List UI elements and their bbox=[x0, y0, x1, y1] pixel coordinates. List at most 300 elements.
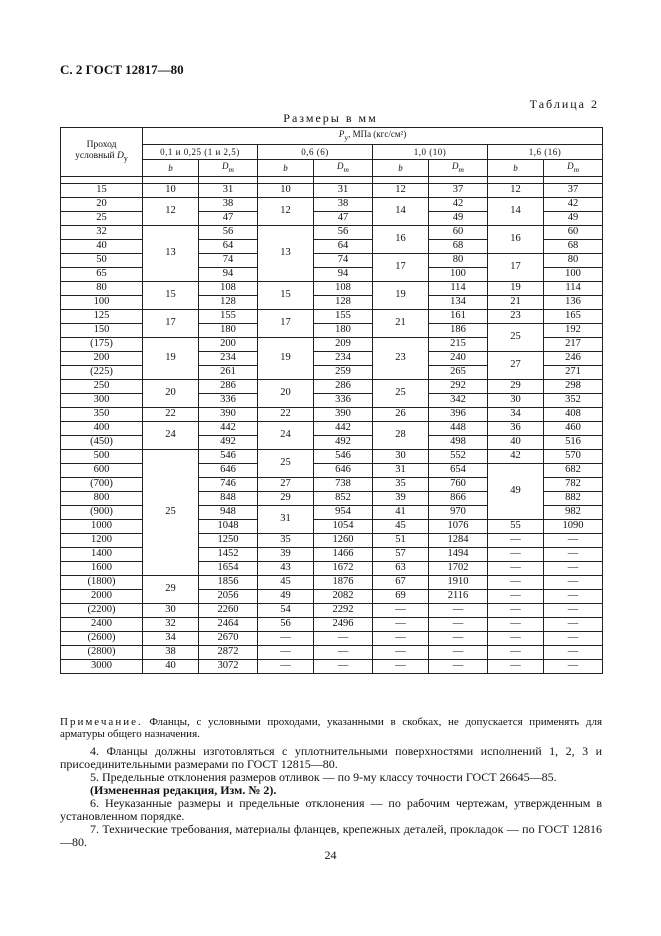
cell-b-pn16: — bbox=[488, 659, 544, 673]
cell-dm-pn16: 982 bbox=[544, 505, 603, 519]
cell-dm-pn16: 114 bbox=[544, 281, 603, 295]
table-row bbox=[61, 603, 603, 617]
cell-dm-pn10: 42 bbox=[429, 197, 488, 211]
cell-nominal-bore: (175) bbox=[61, 337, 143, 351]
table-row bbox=[61, 519, 603, 533]
note-lead: Примечание. bbox=[60, 716, 143, 728]
table-row bbox=[61, 645, 603, 659]
paragraph-5: 5. Предельные отклонения размеров отливок — по 9-му классу точности ГОСТ 26645—85. bbox=[90, 770, 557, 784]
cell-b-pn06: — bbox=[258, 659, 314, 673]
cell-nominal-bore: 3000 bbox=[61, 659, 143, 673]
spacer-row bbox=[61, 176, 603, 183]
cell-dm-pn16: 782 bbox=[544, 477, 603, 491]
cell-dm-pn16: — bbox=[544, 631, 603, 645]
cell-dm-pn025: 1250 bbox=[199, 533, 258, 547]
cell-b-pn10: 23 bbox=[373, 337, 429, 379]
table-row bbox=[61, 533, 603, 547]
cell-dm-pn10: 448 bbox=[429, 421, 488, 435]
cell-dm-pn06: 155 bbox=[314, 309, 373, 323]
cell-b-pn025: 40 bbox=[143, 659, 199, 673]
cell-dm-pn025: 848 bbox=[199, 491, 258, 505]
cell-dm-pn025: 1452 bbox=[199, 547, 258, 561]
table-row bbox=[61, 561, 603, 575]
cell-dm-pn16: 100 bbox=[544, 267, 603, 281]
cell-dm-pn16: 1090 bbox=[544, 519, 603, 533]
cell-b-pn06: 17 bbox=[258, 309, 314, 337]
cell-dm-pn025: 646 bbox=[199, 463, 258, 477]
cell-b-pn16: 16 bbox=[488, 225, 544, 253]
pressure-group-header: 1,6 (16) bbox=[488, 144, 603, 159]
cell-dm-pn025: 2464 bbox=[199, 617, 258, 631]
cell-dm-pn06: 1672 bbox=[314, 561, 373, 575]
flange-dimensions-table bbox=[60, 127, 603, 674]
cell-b-pn16: 17 bbox=[488, 253, 544, 281]
amendment-note: (Измененная редакция, Изм. № 2). bbox=[90, 783, 277, 797]
cell-dm-pn025: 2872 bbox=[199, 645, 258, 659]
column-b-header: b bbox=[373, 159, 429, 176]
cell-nominal-bore: 32 bbox=[61, 225, 143, 239]
cell-b-pn16: 29 bbox=[488, 379, 544, 393]
cell-nominal-bore: 125 bbox=[61, 309, 143, 323]
table-row bbox=[61, 449, 603, 463]
cell-dm-pn025: 155 bbox=[199, 309, 258, 323]
cell-dm-pn10: 292 bbox=[429, 379, 488, 393]
cell-b-pn10: 17 bbox=[373, 253, 429, 281]
cell-dm-pn06: 286 bbox=[314, 379, 373, 393]
cell-nominal-bore: 20 bbox=[61, 197, 143, 211]
cell-b-pn16: — bbox=[488, 589, 544, 603]
cell-dm-pn025: 336 bbox=[199, 393, 258, 407]
table-row bbox=[61, 463, 603, 477]
cell-dm-pn10: 2116 bbox=[429, 589, 488, 603]
cell-dm-pn06: 234 bbox=[314, 351, 373, 365]
cell-dm-pn025: 746 bbox=[199, 477, 258, 491]
cell-dm-pn16: 42 bbox=[544, 197, 603, 211]
cell-nominal-bore: 1200 bbox=[61, 533, 143, 547]
cell-b-pn16: 30 bbox=[488, 393, 544, 407]
table-label: Таблица 2 bbox=[529, 97, 599, 111]
cell-dm-pn025: 3072 bbox=[199, 659, 258, 673]
cell-dm-pn10: 215 bbox=[429, 337, 488, 351]
cell-dm-pn10: 342 bbox=[429, 393, 488, 407]
table-caption: Размеры в мм bbox=[283, 111, 378, 125]
table-row bbox=[61, 253, 603, 267]
cell-dm-pn06: 336 bbox=[314, 393, 373, 407]
cell-nominal-bore: 200 bbox=[61, 351, 143, 365]
cell-nominal-bore: 25 bbox=[61, 211, 143, 225]
cell-nominal-bore: 15 bbox=[61, 183, 143, 197]
table-row bbox=[61, 435, 603, 449]
column-dm-header: $D_m$ bbox=[544, 159, 603, 176]
table-row bbox=[61, 589, 603, 603]
cell-dm-pn10: 240 bbox=[429, 351, 488, 365]
cell-dm-pn025: 442 bbox=[199, 421, 258, 435]
column-b-header: b bbox=[143, 159, 199, 176]
paragraph-6: 6. Неуказанные размеры и предельные отклонения — по рабочим чертежам, утвержденным в установленном порядке. bbox=[60, 796, 602, 823]
cell-dm-pn06: 38 bbox=[314, 197, 373, 211]
cell-b-pn10: — bbox=[373, 631, 429, 645]
cell-dm-pn16: 298 bbox=[544, 379, 603, 393]
table-row bbox=[61, 659, 603, 673]
column-dm-header: $D_m$ bbox=[429, 159, 488, 176]
cell-dm-pn025: 261 bbox=[199, 365, 258, 379]
cell-dm-pn06: 492 bbox=[314, 435, 373, 449]
cell-dm-pn10: 1702 bbox=[429, 561, 488, 575]
cell-b-pn06: 35 bbox=[258, 533, 314, 547]
cell-dm-pn025: 1048 bbox=[199, 519, 258, 533]
cell-dm-pn16: 49 bbox=[544, 211, 603, 225]
cell-dm-pn06: 74 bbox=[314, 253, 373, 267]
cell-b-pn06: 49 bbox=[258, 589, 314, 603]
cell-dm-pn16: — bbox=[544, 603, 603, 617]
cell-b-pn06: 56 bbox=[258, 617, 314, 631]
cell-dm-pn06: 2292 bbox=[314, 603, 373, 617]
cell-b-pn10: 45 bbox=[373, 519, 429, 533]
cell-dm-pn10: 60 bbox=[429, 225, 488, 239]
cell-dm-pn10: 114 bbox=[429, 281, 488, 295]
cell-dm-pn06: 546 bbox=[314, 449, 373, 463]
cell-dm-pn10: 1284 bbox=[429, 533, 488, 547]
column-b-header: b bbox=[258, 159, 314, 176]
cell-dm-pn10: 1910 bbox=[429, 575, 488, 589]
cell-dm-pn10: 396 bbox=[429, 407, 488, 421]
cell-b-pn06: — bbox=[258, 645, 314, 659]
table-row bbox=[61, 309, 603, 323]
cell-b-pn025: 19 bbox=[143, 337, 199, 379]
table-row bbox=[61, 295, 603, 309]
cell-dm-pn10: 654 bbox=[429, 463, 488, 477]
pressure-group-header: 0,6 (6) bbox=[258, 144, 373, 159]
cell-dm-pn10: 760 bbox=[429, 477, 488, 491]
table-row bbox=[61, 183, 603, 197]
cell-b-pn10: — bbox=[373, 617, 429, 631]
table-row bbox=[61, 379, 603, 393]
cell-b-pn16: — bbox=[488, 631, 544, 645]
cell-nominal-bore: 600 bbox=[61, 463, 143, 477]
pressure-header: $P_у$, МПа (кгс/см²) bbox=[143, 128, 603, 145]
cell-b-pn06: 12 bbox=[258, 197, 314, 225]
cell-dm-pn10: 1494 bbox=[429, 547, 488, 561]
cell-b-pn16: 34 bbox=[488, 407, 544, 421]
cell-dm-pn06: — bbox=[314, 659, 373, 673]
cell-b-pn10: 21 bbox=[373, 309, 429, 337]
cell-dm-pn025: 200 bbox=[199, 337, 258, 351]
cell-dm-pn025: 74 bbox=[199, 253, 258, 267]
cell-b-pn06: 20 bbox=[258, 379, 314, 407]
table-row bbox=[61, 197, 603, 211]
cell-b-pn10: 57 bbox=[373, 547, 429, 561]
cell-dm-pn025: 1856 bbox=[199, 575, 258, 589]
cell-nominal-bore: 500 bbox=[61, 449, 143, 463]
cell-dm-pn025: 38 bbox=[199, 197, 258, 211]
cell-b-pn06: 29 bbox=[258, 491, 314, 505]
cell-b-pn16: — bbox=[488, 547, 544, 561]
cell-dm-pn06: 209 bbox=[314, 337, 373, 351]
cell-dm-pn025: 47 bbox=[199, 211, 258, 225]
cell-b-pn025: 32 bbox=[143, 617, 199, 631]
cell-dm-pn025: 94 bbox=[199, 267, 258, 281]
cell-dm-pn025: 180 bbox=[199, 323, 258, 337]
cell-b-pn06: 43 bbox=[258, 561, 314, 575]
cell-dm-pn16: 136 bbox=[544, 295, 603, 309]
cell-dm-pn025: 128 bbox=[199, 295, 258, 309]
cell-dm-pn10: 49 bbox=[429, 211, 488, 225]
cell-dm-pn06: — bbox=[314, 631, 373, 645]
cell-dm-pn06: 64 bbox=[314, 239, 373, 253]
page-number: 24 bbox=[324, 848, 337, 862]
cell-dm-pn06: 442 bbox=[314, 421, 373, 435]
cell-b-pn10: 31 bbox=[373, 463, 429, 477]
cell-dm-pn06: 954 bbox=[314, 505, 373, 519]
cell-dm-pn10: 498 bbox=[429, 435, 488, 449]
nominal-bore-header: Проход условный $D_у$ bbox=[61, 128, 143, 177]
paragraph-7: 7. Технические требования, материалы фланцев, крепежных деталей, прокладок — по ГОСТ 12816—80. bbox=[60, 822, 602, 849]
cell-dm-pn10: 186 bbox=[429, 323, 488, 337]
cell-dm-pn06: 2496 bbox=[314, 617, 373, 631]
cell-b-pn16: — bbox=[488, 645, 544, 659]
cell-dm-pn06: 646 bbox=[314, 463, 373, 477]
table-row bbox=[61, 575, 603, 589]
cell-b-pn16: — bbox=[488, 533, 544, 547]
cell-b-pn06: 19 bbox=[258, 337, 314, 379]
cell-b-pn06: 13 bbox=[258, 225, 314, 281]
cell-dm-pn16: 682 bbox=[544, 463, 603, 477]
cell-nominal-bore: 65 bbox=[61, 267, 143, 281]
cell-dm-pn16: — bbox=[544, 561, 603, 575]
cell-b-pn025: 17 bbox=[143, 309, 199, 337]
pressure-group-header: 1,0 (10) bbox=[373, 144, 488, 159]
cell-dm-pn16: 408 bbox=[544, 407, 603, 421]
cell-dm-pn10: — bbox=[429, 617, 488, 631]
cell-dm-pn06: 108 bbox=[314, 281, 373, 295]
cell-b-pn10: — bbox=[373, 645, 429, 659]
cell-nominal-bore: (700) bbox=[61, 477, 143, 491]
cell-nominal-bore: (450) bbox=[61, 435, 143, 449]
cell-b-pn025: 15 bbox=[143, 281, 199, 309]
cell-b-pn06: 24 bbox=[258, 421, 314, 449]
cell-dm-pn16: 68 bbox=[544, 239, 603, 253]
cell-dm-pn025: 31 bbox=[199, 183, 258, 197]
cell-dm-pn025: 1654 bbox=[199, 561, 258, 575]
cell-dm-pn16: 217 bbox=[544, 337, 603, 351]
cell-dm-pn10: 80 bbox=[429, 253, 488, 267]
cell-dm-pn10: — bbox=[429, 603, 488, 617]
cell-b-pn10: 28 bbox=[373, 421, 429, 449]
cell-dm-pn16: — bbox=[544, 659, 603, 673]
cell-dm-pn16: 516 bbox=[544, 435, 603, 449]
table-row bbox=[61, 393, 603, 407]
cell-dm-pn06: 180 bbox=[314, 323, 373, 337]
cell-dm-pn06: 390 bbox=[314, 407, 373, 421]
cell-dm-pn10: 68 bbox=[429, 239, 488, 253]
cell-nominal-bore: 40 bbox=[61, 239, 143, 253]
cell-nominal-bore: 250 bbox=[61, 379, 143, 393]
cell-b-pn025: 38 bbox=[143, 645, 199, 659]
cell-dm-pn16: — bbox=[544, 645, 603, 659]
cell-dm-pn10: 552 bbox=[429, 449, 488, 463]
cell-dm-pn025: 2260 bbox=[199, 603, 258, 617]
cell-dm-pn10: 866 bbox=[429, 491, 488, 505]
cell-dm-pn10: — bbox=[429, 659, 488, 673]
cell-dm-pn06: 2082 bbox=[314, 589, 373, 603]
cell-b-pn16: — bbox=[488, 575, 544, 589]
cell-dm-pn16: 460 bbox=[544, 421, 603, 435]
cell-b-pn16: 19 bbox=[488, 281, 544, 295]
cell-dm-pn16: 570 bbox=[544, 449, 603, 463]
cell-nominal-bore: 800 bbox=[61, 491, 143, 505]
cell-dm-pn10: 1076 bbox=[429, 519, 488, 533]
cell-dm-pn025: 108 bbox=[199, 281, 258, 295]
cell-b-pn16: 23 bbox=[488, 309, 544, 323]
cell-dm-pn025: 390 bbox=[199, 407, 258, 421]
cell-nominal-bore: 80 bbox=[61, 281, 143, 295]
cell-dm-pn06: 56 bbox=[314, 225, 373, 239]
cell-b-pn025: 10 bbox=[143, 183, 199, 197]
table-body bbox=[61, 176, 603, 673]
cell-b-pn16: — bbox=[488, 617, 544, 631]
cell-b-pn025: 12 bbox=[143, 197, 199, 225]
cell-dm-pn06: 1054 bbox=[314, 519, 373, 533]
cell-b-pn06: 15 bbox=[258, 281, 314, 309]
cell-nominal-bore: 50 bbox=[61, 253, 143, 267]
cell-dm-pn025: 492 bbox=[199, 435, 258, 449]
cell-dm-pn06: 94 bbox=[314, 267, 373, 281]
cell-nominal-bore: 350 bbox=[61, 407, 143, 421]
cell-dm-pn16: — bbox=[544, 533, 603, 547]
cell-b-pn10: 30 bbox=[373, 449, 429, 463]
cell-b-pn025: 34 bbox=[143, 631, 199, 645]
column-dm-header: $D_m$ bbox=[314, 159, 373, 176]
table-row bbox=[61, 281, 603, 295]
column-dm-header: $D_m$ bbox=[199, 159, 258, 176]
cell-dm-pn10: 161 bbox=[429, 309, 488, 323]
cell-nominal-bore: 2400 bbox=[61, 617, 143, 631]
cell-dm-pn16: 165 bbox=[544, 309, 603, 323]
cell-b-pn16: 36 bbox=[488, 421, 544, 435]
cell-dm-pn06: 1466 bbox=[314, 547, 373, 561]
cell-nominal-bore: 400 bbox=[61, 421, 143, 435]
cell-dm-pn16: — bbox=[544, 575, 603, 589]
cell-dm-pn06: — bbox=[314, 645, 373, 659]
cell-dm-pn16: 246 bbox=[544, 351, 603, 365]
cell-b-pn10: — bbox=[373, 659, 429, 673]
cell-dm-pn06: 738 bbox=[314, 477, 373, 491]
cell-nominal-bore: 2000 bbox=[61, 589, 143, 603]
cell-b-pn16: 12 bbox=[488, 183, 544, 197]
table-row bbox=[61, 225, 603, 239]
cell-b-pn025: 20 bbox=[143, 379, 199, 407]
cell-b-pn16: 14 bbox=[488, 197, 544, 225]
cell-b-pn10: 14 bbox=[373, 197, 429, 225]
cell-b-pn10: 25 bbox=[373, 379, 429, 407]
cell-dm-pn06: 31 bbox=[314, 183, 373, 197]
cell-b-pn10: 19 bbox=[373, 281, 429, 309]
cell-dm-pn16: 271 bbox=[544, 365, 603, 379]
cell-b-pn10: 67 bbox=[373, 575, 429, 589]
cell-nominal-bore: 100 bbox=[61, 295, 143, 309]
cell-b-pn16: 25 bbox=[488, 323, 544, 351]
cell-nominal-bore: 1400 bbox=[61, 547, 143, 561]
cell-dm-pn025: 546 bbox=[199, 449, 258, 463]
cell-b-pn16: 55 bbox=[488, 519, 544, 533]
cell-b-pn025: 25 bbox=[143, 449, 199, 575]
cell-dm-pn10: 970 bbox=[429, 505, 488, 519]
cell-b-pn06: 39 bbox=[258, 547, 314, 561]
cell-b-pn10: 16 bbox=[373, 225, 429, 253]
table-note bbox=[60, 716, 602, 740]
cell-dm-pn10: — bbox=[429, 631, 488, 645]
table-row bbox=[61, 421, 603, 435]
cell-dm-pn10: 134 bbox=[429, 295, 488, 309]
cell-nominal-bore: 300 bbox=[61, 393, 143, 407]
cell-b-pn06: 10 bbox=[258, 183, 314, 197]
cell-b-pn10: 39 bbox=[373, 491, 429, 505]
cell-dm-pn06: 1260 bbox=[314, 533, 373, 547]
cell-b-pn025: 13 bbox=[143, 225, 199, 281]
table-row bbox=[61, 547, 603, 561]
cell-nominal-bore: (225) bbox=[61, 365, 143, 379]
cell-nominal-bore: (1800) bbox=[61, 575, 143, 589]
cell-dm-pn06: 259 bbox=[314, 365, 373, 379]
table-row bbox=[61, 323, 603, 337]
cell-nominal-bore: (2800) bbox=[61, 645, 143, 659]
cell-b-pn06: 22 bbox=[258, 407, 314, 421]
cell-b-pn10: 63 bbox=[373, 561, 429, 575]
cell-b-pn10: 35 bbox=[373, 477, 429, 491]
paragraph-4: 4. Фланцы должны изготовляться с уплотнительными поверхностями исполнений 1, 2, 3 и присоединительными размерами по ГОСТ 12815—80. bbox=[60, 744, 602, 771]
cell-dm-pn16: — bbox=[544, 617, 603, 631]
cell-b-pn16: — bbox=[488, 561, 544, 575]
cell-b-pn025: 30 bbox=[143, 603, 199, 617]
cell-b-pn10: 41 bbox=[373, 505, 429, 519]
cell-dm-pn025: 64 bbox=[199, 239, 258, 253]
cell-b-pn06: 25 bbox=[258, 449, 314, 477]
cell-dm-pn06: 47 bbox=[314, 211, 373, 225]
table-row bbox=[61, 617, 603, 631]
cell-b-pn16: — bbox=[488, 603, 544, 617]
cell-dm-pn10: — bbox=[429, 645, 488, 659]
note-text: Фланцы, с условными проходами, указанными в скобках, не допускается применять для арматуры общего назначения. bbox=[60, 716, 602, 740]
cell-b-pn06: 54 bbox=[258, 603, 314, 617]
cell-dm-pn025: 2670 bbox=[199, 631, 258, 645]
cell-dm-pn06: 128 bbox=[314, 295, 373, 309]
cell-b-pn10: 51 bbox=[373, 533, 429, 547]
cell-dm-pn025: 948 bbox=[199, 505, 258, 519]
cell-dm-pn16: 352 bbox=[544, 393, 603, 407]
cell-b-pn06: 45 bbox=[258, 575, 314, 589]
cell-dm-pn16: 37 bbox=[544, 183, 603, 197]
cell-nominal-bore: 150 bbox=[61, 323, 143, 337]
cell-b-pn10: 26 bbox=[373, 407, 429, 421]
page-header: С. 2 ГОСТ 12817—80 bbox=[60, 62, 184, 77]
cell-dm-pn16: 80 bbox=[544, 253, 603, 267]
cell-b-pn16: 21 bbox=[488, 295, 544, 309]
table-row bbox=[61, 407, 603, 421]
cell-dm-pn16: 192 bbox=[544, 323, 603, 337]
table-row bbox=[61, 351, 603, 365]
cell-b-pn16: 27 bbox=[488, 351, 544, 379]
cell-dm-pn10: 100 bbox=[429, 267, 488, 281]
table-row bbox=[61, 631, 603, 645]
cell-dm-pn16: 60 bbox=[544, 225, 603, 239]
cell-b-pn06: 27 bbox=[258, 477, 314, 491]
pressure-group-header: 0,1 и 0,25 (1 и 2,5) bbox=[143, 144, 258, 159]
cell-dm-pn06: 1876 bbox=[314, 575, 373, 589]
cell-dm-pn16: — bbox=[544, 547, 603, 561]
cell-b-pn10: — bbox=[373, 603, 429, 617]
cell-b-pn025: 24 bbox=[143, 421, 199, 449]
cell-nominal-bore: 1600 bbox=[61, 561, 143, 575]
